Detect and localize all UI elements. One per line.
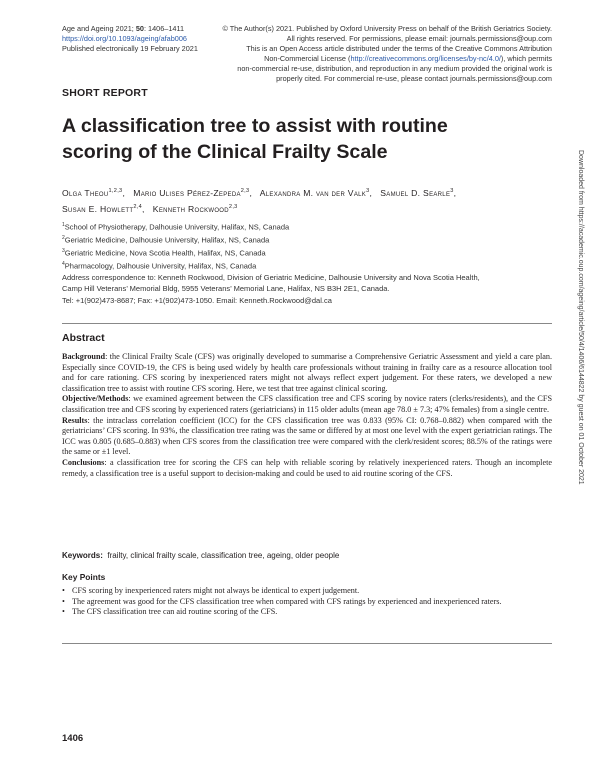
affiliation: $^4$Pharmacology, Dalhousie University, Halifax, NS, Canada xyxy=(62,260,257,271)
correspondence-address: Address correspondence to: Kenneth Rockwood, Division of Geriatric Medicine, Dalhousie University and Nova Scotia Health, Camp Hill Veterans’ Memorial Bldg, 5955 Veterans’ Memorial Lane, Halifax, NS B3H 2E1, Canada. Tel: +1(902)473-8687; Fax: +1(902)473-1050. Email: Kenneth.Rockwood@dal.ca xyxy=(62,273,480,305)
bullet-icon: • xyxy=(62,607,65,617)
abstract-heading: Abstract xyxy=(62,332,105,344)
affiliation-list xyxy=(62,220,552,272)
bullet-icon: • xyxy=(62,586,65,595)
abstract-objective: Objective/Methods: we examined agreement between the CFS classification tree and CFS scoring by novice raters (clerks/residents), and the CFS classification tree and CFS scoring by experienced raters (geriatricians) in 115 older adults (mean age 78.0 ± 7.3; 47% females) from a single centre. xyxy=(62,394,552,414)
journal-header xyxy=(62,24,212,54)
key-points-list xyxy=(62,586,552,618)
article-title: A classification tree to assist with routine scoring of the Clinical Frailty Scale xyxy=(62,115,448,163)
author-list: Olga Theou$^{1,2,3}$, Mario Ulises Pérez-Zepeda$^{2,3}$, Alexandra M. van der Valk$^3$, Samuel D. Searle$^3$, Susan E. Howlett$^{2,4}$, Kenneth Rockwood$^{2,3}$ xyxy=(62,187,457,214)
published-date: Published electronically 19 February 2021 xyxy=(62,44,198,54)
copyright-notice: © The Author(s) 2021. Published by Oxford University Press on behalf of the British Geriatrics Society. All rights reserved. For permissions, please email: journals.permissions@oup.com This is an Open Access article distributed under the terms of the Creative Commons Attribution Non-Commercial License (http://creativecommons.org/licenses/by-nc/4.0/), which permits non-commercial re-use, distribution, and reproduction in any medium provided the original work is properly cited. For commercial re-use, please contact journals.permissions@oup.com xyxy=(222,24,552,84)
keywords: Keywords: frailty, clinical frailty scale, classification tree, ageing, older people xyxy=(62,551,340,560)
author: Samuel D. Searle$^3$ xyxy=(380,187,454,198)
list-item: • CFS scoring by inexperienced raters might not always be identical to expert judgement. xyxy=(62,586,360,595)
author: Kenneth Rockwood$^{2,3}$ xyxy=(152,203,238,214)
article-type: SHORT REPORT xyxy=(62,87,148,99)
affiliation: $^2$Geriatric Medicine, Dalhousie University, Halifax, NS, Canada xyxy=(62,234,270,245)
download-watermark: Downloaded from https://academic.oup.com/ageing/article/50/4/1406/6144822 by guest on 01 October 2021 xyxy=(577,150,584,485)
affiliation: $^3$Geriatric Medicine, Nova Scotia Health, Halifax, NS, Canada xyxy=(62,247,266,258)
list-item: • The CFS classification tree can aid routine scoring of the CFS. xyxy=(62,607,278,617)
key-points-heading: Key Points xyxy=(62,572,106,582)
author: Olga Theou$^{1,2,3}$ xyxy=(62,187,123,198)
author: Alexandra M. van der Valk$^3$ xyxy=(259,187,370,198)
divider xyxy=(62,643,552,644)
page-number: 1406 xyxy=(62,733,84,744)
abstract-conclusions: Conclusions: a classification tree for scoring the CFS can help with reliable scoring by relatively inexperienced raters. Though an incomplete remedy, a classification tree is a useful support to decision-making and could be used to aid routine scoring of the CFS. xyxy=(62,457,552,478)
author: Mario Ulises Pérez-Zepeda$^{2,3}$ xyxy=(133,187,250,198)
license-link[interactable]: http://creativecommons.org/licenses/by-nc/4.0/ xyxy=(350,54,501,64)
list-item: • The agreement was good for the CFS classification tree when compared with CFS ratings by experienced and inexperienced raters. xyxy=(62,596,502,606)
abstract-body xyxy=(62,352,552,479)
divider xyxy=(62,323,552,324)
affiliation: $^1$School of Physiotherapy, Dalhousie University, Halifax, NS, Canada xyxy=(62,222,290,232)
journal-citation: Age and Ageing 2021; 50: 1406–1411 xyxy=(62,24,185,33)
author: Susan E. Howlett$^{2,4}$ xyxy=(62,203,142,214)
bullet-icon: • xyxy=(62,596,65,606)
abstract-background: Background: the Clinical Frailty Scale (CFS) was originally developed to summarise a Comprehensive Geriatric Assessment and yield a care plan. Especially since COVID-19, the CFS is being used widely by health care professionals without training in frailty care as a resource allocation tool and for care rationing. CFS scoring by inexperienced raters might not always reflect expert judgement. For these raters, we developed a new classification tree to assist with routine CFS scoring. Here, we test that tree against clinical scoring. xyxy=(62,352,552,393)
doi-link[interactable]: https://doi.org/10.1093/ageing/afab006 xyxy=(62,34,187,44)
abstract-results: Results: the intraclass correlation coefficient (ICC) for the CFS classification tree was 0.833 (95% CI: 0.768–0.882) when compared with the geriatricians’ CFS scoring. In 93%, the classification tree rating was the same or differed by at most one level with the expert geriatrician ratings. The ICC was 0.805 (0.685–0.883) when CFS scores from the classification tree were compared with the clerk/resident scores; 88.5% of the ratings were the same or ±1 level. xyxy=(62,415,552,457)
